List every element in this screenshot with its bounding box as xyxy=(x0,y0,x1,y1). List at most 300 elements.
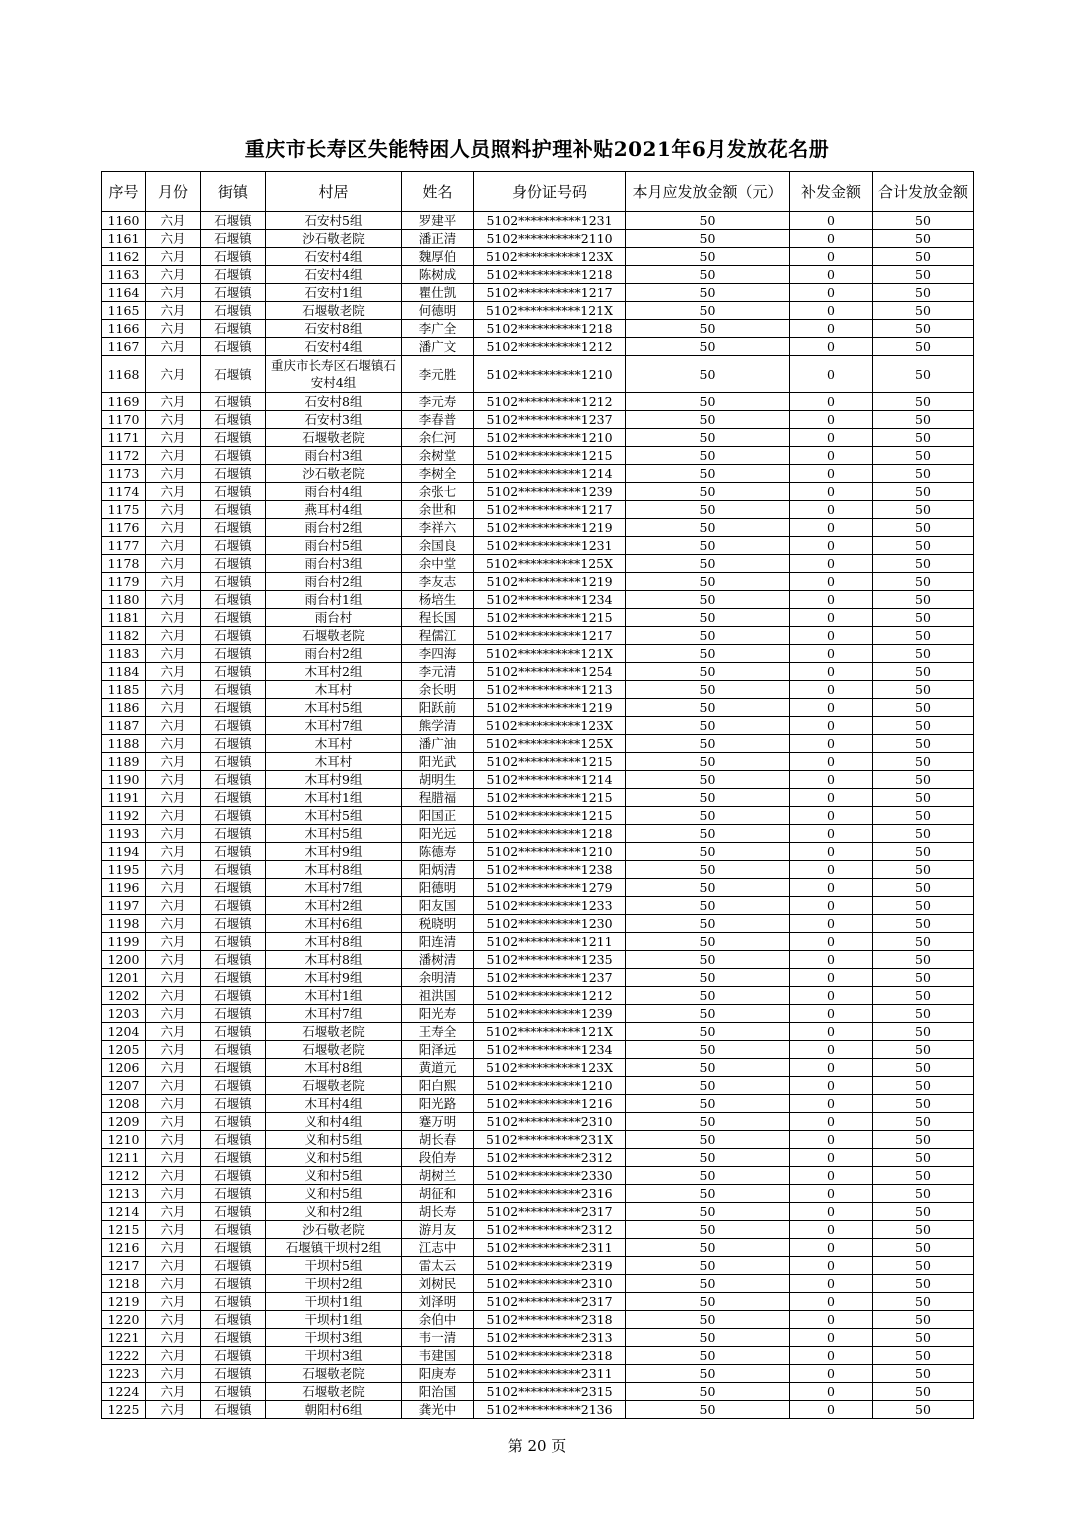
table-row xyxy=(102,807,974,825)
total-amount-cell: 50 xyxy=(873,843,974,861)
id-number-cell: 5102**********123X xyxy=(474,1059,626,1077)
table-row xyxy=(102,1293,974,1311)
amount-due-cell: 50 xyxy=(626,266,790,284)
village-cell: 沙石敬老院 xyxy=(266,230,402,248)
id-number-cell: 5102**********1237 xyxy=(474,411,626,429)
amount-due-cell: 50 xyxy=(626,1113,790,1131)
row-number-cell: 1193 xyxy=(102,825,146,843)
row-number-cell: 1215 xyxy=(102,1221,146,1239)
amount-due-cell: 50 xyxy=(626,1059,790,1077)
village-cell: 石堰敬老院 xyxy=(266,429,402,447)
month-cell: 六月 xyxy=(146,879,201,897)
amount-due-cell: 50 xyxy=(626,1203,790,1221)
village-cell: 木耳村 xyxy=(266,753,402,771)
back-pay-cell: 0 xyxy=(790,951,873,969)
header-cell: 姓名 xyxy=(402,172,474,212)
table-row xyxy=(102,501,974,519)
amount-due-cell: 50 xyxy=(626,807,790,825)
total-amount-cell: 50 xyxy=(873,284,974,302)
name-cell: 杨培生 xyxy=(402,591,474,609)
id-number-cell: 5102**********1231 xyxy=(474,537,626,555)
header-cell: 合计发放金额 xyxy=(873,172,974,212)
total-amount-cell: 50 xyxy=(873,1059,974,1077)
table-row xyxy=(102,609,974,627)
village-cell: 石安村5组 xyxy=(266,212,402,230)
month-cell: 六月 xyxy=(146,1383,201,1401)
month-cell: 六月 xyxy=(146,320,201,338)
amount-due-cell: 50 xyxy=(626,1023,790,1041)
village-cell: 雨台村2组 xyxy=(266,645,402,663)
month-cell: 六月 xyxy=(146,1077,201,1095)
amount-due-cell: 50 xyxy=(626,699,790,717)
month-cell: 六月 xyxy=(146,573,201,591)
id-number-cell: 5102**********2315 xyxy=(474,1383,626,1401)
village-cell: 义和村4组 xyxy=(266,1113,402,1131)
id-number-cell: 5102**********121X xyxy=(474,1023,626,1041)
back-pay-cell: 0 xyxy=(790,501,873,519)
total-amount-cell: 50 xyxy=(873,879,974,897)
village-cell: 干坝村2组 xyxy=(266,1275,402,1293)
table-row xyxy=(102,338,974,356)
amount-due-cell: 50 xyxy=(626,393,790,411)
back-pay-cell: 0 xyxy=(790,393,873,411)
town-cell: 石堰镇 xyxy=(201,825,266,843)
id-number-cell: 5102**********2310 xyxy=(474,1275,626,1293)
table-header-row xyxy=(102,172,974,212)
village-cell: 石堰敬老院 xyxy=(266,1023,402,1041)
month-cell: 六月 xyxy=(146,1365,201,1383)
name-cell: 程儒江 xyxy=(402,627,474,645)
amount-due-cell: 50 xyxy=(626,1095,790,1113)
table-row xyxy=(102,1095,974,1113)
amount-due-cell: 50 xyxy=(626,969,790,987)
id-number-cell: 5102**********1214 xyxy=(474,771,626,789)
month-cell: 六月 xyxy=(146,1005,201,1023)
row-number-cell: 1181 xyxy=(102,609,146,627)
row-number-cell: 1213 xyxy=(102,1185,146,1203)
name-cell: 余中堂 xyxy=(402,555,474,573)
month-cell: 六月 xyxy=(146,212,201,230)
id-number-cell: 5102**********1212 xyxy=(474,338,626,356)
id-number-cell: 5102**********1218 xyxy=(474,266,626,284)
town-cell: 石堰镇 xyxy=(201,1095,266,1113)
name-cell: 潘广文 xyxy=(402,338,474,356)
village-cell: 木耳村5组 xyxy=(266,699,402,717)
town-cell: 石堰镇 xyxy=(201,861,266,879)
name-cell: 阳光武 xyxy=(402,753,474,771)
village-cell: 雨台村2组 xyxy=(266,519,402,537)
name-cell: 韦建国 xyxy=(402,1347,474,1365)
month-cell: 六月 xyxy=(146,302,201,320)
back-pay-cell: 0 xyxy=(790,1059,873,1077)
month-cell: 六月 xyxy=(146,230,201,248)
id-number-cell: 5102**********1211 xyxy=(474,933,626,951)
amount-due-cell: 50 xyxy=(626,1239,790,1257)
name-cell: 蹇万明 xyxy=(402,1113,474,1131)
table-row xyxy=(102,1239,974,1257)
town-cell: 石堰镇 xyxy=(201,212,266,230)
id-number-cell: 5102**********2318 xyxy=(474,1347,626,1365)
town-cell: 石堰镇 xyxy=(201,1383,266,1401)
back-pay-cell: 0 xyxy=(790,1149,873,1167)
village-cell: 石安村3组 xyxy=(266,411,402,429)
total-amount-cell: 50 xyxy=(873,753,974,771)
village-cell: 雨台村4组 xyxy=(266,483,402,501)
row-number-cell: 1218 xyxy=(102,1275,146,1293)
village-cell: 木耳村8组 xyxy=(266,1059,402,1077)
total-amount-cell: 50 xyxy=(873,717,974,735)
table-row xyxy=(102,1257,974,1275)
amount-due-cell: 50 xyxy=(626,1131,790,1149)
table-row xyxy=(102,555,974,573)
row-number-cell: 1177 xyxy=(102,537,146,555)
town-cell: 石堰镇 xyxy=(201,969,266,987)
town-cell: 石堰镇 xyxy=(201,1311,266,1329)
table-row xyxy=(102,573,974,591)
id-number-cell: 5102**********1215 xyxy=(474,807,626,825)
amount-due-cell: 50 xyxy=(626,1329,790,1347)
back-pay-cell: 0 xyxy=(790,699,873,717)
row-number-cell: 1219 xyxy=(102,1293,146,1311)
town-cell: 石堰镇 xyxy=(201,519,266,537)
amount-due-cell: 50 xyxy=(626,320,790,338)
total-amount-cell: 50 xyxy=(873,1221,974,1239)
id-number-cell: 5102**********1210 xyxy=(474,1077,626,1095)
total-amount-cell: 50 xyxy=(873,663,974,681)
back-pay-cell: 0 xyxy=(790,1311,873,1329)
table-row xyxy=(102,1275,974,1293)
header-cell: 街镇 xyxy=(201,172,266,212)
town-cell: 石堰镇 xyxy=(201,1077,266,1095)
total-amount-cell: 50 xyxy=(873,1275,974,1293)
row-number-cell: 1160 xyxy=(102,212,146,230)
page-title: 重庆市长寿区失能特困人员照料护理补贴2021年6月发放花名册 xyxy=(244,137,830,161)
row-number-cell: 1203 xyxy=(102,1005,146,1023)
amount-due-cell: 50 xyxy=(626,555,790,573)
amount-due-cell: 50 xyxy=(626,573,790,591)
id-number-cell: 5102**********1254 xyxy=(474,663,626,681)
row-number-cell: 1202 xyxy=(102,987,146,1005)
amount-due-cell: 50 xyxy=(626,356,790,393)
name-cell: 李元胜 xyxy=(402,356,474,393)
town-cell: 石堰镇 xyxy=(201,230,266,248)
name-cell: 程腊福 xyxy=(402,789,474,807)
town-cell: 石堰镇 xyxy=(201,717,266,735)
name-cell: 魏厚伯 xyxy=(402,248,474,266)
village-cell: 石安村4组 xyxy=(266,248,402,266)
back-pay-cell: 0 xyxy=(790,429,873,447)
amount-due-cell: 50 xyxy=(626,663,790,681)
table-row xyxy=(102,1221,974,1239)
month-cell: 六月 xyxy=(146,411,201,429)
row-number-cell: 1165 xyxy=(102,302,146,320)
table-row xyxy=(102,320,974,338)
table-row xyxy=(102,266,974,284)
village-cell: 义和村5组 xyxy=(266,1185,402,1203)
back-pay-cell: 0 xyxy=(790,302,873,320)
amount-due-cell: 50 xyxy=(626,411,790,429)
total-amount-cell: 50 xyxy=(873,987,974,1005)
back-pay-cell: 0 xyxy=(790,1041,873,1059)
row-number-cell: 1204 xyxy=(102,1023,146,1041)
back-pay-cell: 0 xyxy=(790,411,873,429)
back-pay-cell: 0 xyxy=(790,483,873,501)
row-number-cell: 1210 xyxy=(102,1131,146,1149)
village-cell: 雨台村1组 xyxy=(266,591,402,609)
back-pay-cell: 0 xyxy=(790,338,873,356)
row-number-cell: 1178 xyxy=(102,555,146,573)
row-number-cell: 1168 xyxy=(102,356,146,393)
name-cell: 程长国 xyxy=(402,609,474,627)
row-number-cell: 1164 xyxy=(102,284,146,302)
table-row xyxy=(102,933,974,951)
total-amount-cell: 50 xyxy=(873,302,974,320)
table-row xyxy=(102,645,974,663)
town-cell: 石堰镇 xyxy=(201,879,266,897)
month-cell: 六月 xyxy=(146,843,201,861)
id-number-cell: 5102**********1230 xyxy=(474,915,626,933)
town-cell: 石堰镇 xyxy=(201,1059,266,1077)
id-number-cell: 5102**********1215 xyxy=(474,789,626,807)
id-number-cell: 5102**********1214 xyxy=(474,465,626,483)
town-cell: 石堰镇 xyxy=(201,501,266,519)
row-number-cell: 1200 xyxy=(102,951,146,969)
village-cell: 木耳村7组 xyxy=(266,717,402,735)
table-row xyxy=(102,1329,974,1347)
name-cell: 王寿全 xyxy=(402,1023,474,1041)
back-pay-cell: 0 xyxy=(790,645,873,663)
month-cell: 六月 xyxy=(146,1185,201,1203)
amount-due-cell: 50 xyxy=(626,861,790,879)
table-row xyxy=(102,1113,974,1131)
village-cell: 木耳村9组 xyxy=(266,843,402,861)
town-cell: 石堰镇 xyxy=(201,1131,266,1149)
id-number-cell: 5102**********1210 xyxy=(474,843,626,861)
village-cell: 木耳村8组 xyxy=(266,951,402,969)
back-pay-cell: 0 xyxy=(790,266,873,284)
back-pay-cell: 0 xyxy=(790,681,873,699)
month-cell: 六月 xyxy=(146,1023,201,1041)
month-cell: 六月 xyxy=(146,717,201,735)
amount-due-cell: 50 xyxy=(626,897,790,915)
id-number-cell: 5102**********1239 xyxy=(474,483,626,501)
month-cell: 六月 xyxy=(146,1203,201,1221)
total-amount-cell: 50 xyxy=(873,356,974,393)
id-number-cell: 5102**********1237 xyxy=(474,969,626,987)
row-number-cell: 1171 xyxy=(102,429,146,447)
amount-due-cell: 50 xyxy=(626,1383,790,1401)
row-number-cell: 1201 xyxy=(102,969,146,987)
village-cell: 干坝村3组 xyxy=(266,1347,402,1365)
id-number-cell: 5102**********1215 xyxy=(474,753,626,771)
id-number-cell: 5102**********2316 xyxy=(474,1185,626,1203)
month-cell: 六月 xyxy=(146,1347,201,1365)
id-number-cell: 5102**********1216 xyxy=(474,1095,626,1113)
row-number-cell: 1220 xyxy=(102,1311,146,1329)
village-cell: 木耳村1组 xyxy=(266,789,402,807)
name-cell: 李友志 xyxy=(402,573,474,591)
table-row xyxy=(102,771,974,789)
back-pay-cell: 0 xyxy=(790,1401,873,1419)
back-pay-cell: 0 xyxy=(790,969,873,987)
village-cell: 义和村5组 xyxy=(266,1167,402,1185)
village-cell: 沙石敬老院 xyxy=(266,1221,402,1239)
month-cell: 六月 xyxy=(146,771,201,789)
name-cell: 祖洪国 xyxy=(402,987,474,1005)
name-cell: 阳治国 xyxy=(402,1383,474,1401)
back-pay-cell: 0 xyxy=(790,519,873,537)
row-number-cell: 1194 xyxy=(102,843,146,861)
table-row xyxy=(102,1149,974,1167)
amount-due-cell: 50 xyxy=(626,915,790,933)
month-cell: 六月 xyxy=(146,356,201,393)
amount-due-cell: 50 xyxy=(626,591,790,609)
town-cell: 石堰镇 xyxy=(201,284,266,302)
row-number-cell: 1172 xyxy=(102,447,146,465)
back-pay-cell: 0 xyxy=(790,1239,873,1257)
total-amount-cell: 50 xyxy=(873,897,974,915)
amount-due-cell: 50 xyxy=(626,1185,790,1203)
village-cell: 木耳村8组 xyxy=(266,861,402,879)
town-cell: 石堰镇 xyxy=(201,1329,266,1347)
name-cell: 阳白熙 xyxy=(402,1077,474,1095)
row-number-cell: 1211 xyxy=(102,1149,146,1167)
name-cell: 阳庚寿 xyxy=(402,1365,474,1383)
month-cell: 六月 xyxy=(146,897,201,915)
header-cell: 月份 xyxy=(146,172,201,212)
amount-due-cell: 50 xyxy=(626,284,790,302)
table-row xyxy=(102,212,974,230)
table-row xyxy=(102,591,974,609)
id-number-cell: 5102**********1235 xyxy=(474,951,626,969)
amount-due-cell: 50 xyxy=(626,447,790,465)
name-cell: 阳光远 xyxy=(402,825,474,843)
name-cell: 阳炳清 xyxy=(402,861,474,879)
table-body xyxy=(102,212,974,1419)
town-cell: 石堰镇 xyxy=(201,915,266,933)
back-pay-cell: 0 xyxy=(790,1005,873,1023)
amount-due-cell: 50 xyxy=(626,429,790,447)
table-row xyxy=(102,663,974,681)
town-cell: 石堰镇 xyxy=(201,681,266,699)
row-number-cell: 1170 xyxy=(102,411,146,429)
table-row xyxy=(102,411,974,429)
month-cell: 六月 xyxy=(146,537,201,555)
town-cell: 石堰镇 xyxy=(201,537,266,555)
id-number-cell: 5102**********1239 xyxy=(474,1005,626,1023)
table-row xyxy=(102,356,974,393)
total-amount-cell: 50 xyxy=(873,519,974,537)
total-amount-cell: 50 xyxy=(873,248,974,266)
table-row xyxy=(102,1059,974,1077)
id-number-cell: 5102**********1212 xyxy=(474,987,626,1005)
name-cell: 阳光路 xyxy=(402,1095,474,1113)
total-amount-cell: 50 xyxy=(873,1257,974,1275)
total-amount-cell: 50 xyxy=(873,681,974,699)
month-cell: 六月 xyxy=(146,501,201,519)
id-number-cell: 5102**********123X xyxy=(474,248,626,266)
total-amount-cell: 50 xyxy=(873,411,974,429)
town-cell: 石堰镇 xyxy=(201,609,266,627)
village-cell: 木耳村7组 xyxy=(266,1005,402,1023)
month-cell: 六月 xyxy=(146,266,201,284)
row-number-cell: 1208 xyxy=(102,1095,146,1113)
row-number-cell: 1216 xyxy=(102,1239,146,1257)
total-amount-cell: 50 xyxy=(873,771,974,789)
row-number-cell: 1225 xyxy=(102,1401,146,1419)
total-amount-cell: 50 xyxy=(873,807,974,825)
name-cell: 余仁河 xyxy=(402,429,474,447)
month-cell: 六月 xyxy=(146,681,201,699)
row-number-cell: 1188 xyxy=(102,735,146,753)
back-pay-cell: 0 xyxy=(790,1095,873,1113)
village-cell: 义和村5组 xyxy=(266,1149,402,1167)
town-cell: 石堰镇 xyxy=(201,987,266,1005)
total-amount-cell: 50 xyxy=(873,1113,974,1131)
total-amount-cell: 50 xyxy=(873,915,974,933)
village-cell: 木耳村9组 xyxy=(266,771,402,789)
id-number-cell: 5102**********121X xyxy=(474,302,626,320)
id-number-cell: 5102**********1219 xyxy=(474,519,626,537)
month-cell: 六月 xyxy=(146,1041,201,1059)
amount-due-cell: 50 xyxy=(626,1275,790,1293)
back-pay-cell: 0 xyxy=(790,1221,873,1239)
back-pay-cell: 0 xyxy=(790,1347,873,1365)
month-cell: 六月 xyxy=(146,987,201,1005)
town-cell: 石堰镇 xyxy=(201,771,266,789)
back-pay-cell: 0 xyxy=(790,771,873,789)
back-pay-cell: 0 xyxy=(790,663,873,681)
town-cell: 石堰镇 xyxy=(201,1149,266,1167)
id-number-cell: 5102**********2317 xyxy=(474,1293,626,1311)
total-amount-cell: 50 xyxy=(873,1401,974,1419)
village-cell: 木耳村7组 xyxy=(266,879,402,897)
id-number-cell: 5102**********121X xyxy=(474,645,626,663)
amount-due-cell: 50 xyxy=(626,987,790,1005)
back-pay-cell: 0 xyxy=(790,1275,873,1293)
amount-due-cell: 50 xyxy=(626,230,790,248)
total-amount-cell: 50 xyxy=(873,266,974,284)
amount-due-cell: 50 xyxy=(626,627,790,645)
town-cell: 石堰镇 xyxy=(201,356,266,393)
month-cell: 六月 xyxy=(146,753,201,771)
back-pay-cell: 0 xyxy=(790,1257,873,1275)
village-cell: 石安村4组 xyxy=(266,266,402,284)
header-cell: 身份证号码 xyxy=(474,172,626,212)
village-cell: 木耳村2组 xyxy=(266,897,402,915)
table-row xyxy=(102,1365,974,1383)
total-amount-cell: 50 xyxy=(873,1005,974,1023)
name-cell: 刘泽明 xyxy=(402,1293,474,1311)
name-cell: 胡长寿 xyxy=(402,1203,474,1221)
row-number-cell: 1190 xyxy=(102,771,146,789)
town-cell: 石堰镇 xyxy=(201,1275,266,1293)
name-cell: 李树全 xyxy=(402,465,474,483)
id-number-cell: 5102**********1210 xyxy=(474,429,626,447)
row-number-cell: 1174 xyxy=(102,483,146,501)
town-cell: 石堰镇 xyxy=(201,1203,266,1221)
row-number-cell: 1191 xyxy=(102,789,146,807)
amount-due-cell: 50 xyxy=(626,753,790,771)
row-number-cell: 1207 xyxy=(102,1077,146,1095)
header-cell: 序号 xyxy=(102,172,146,212)
town-cell: 石堰镇 xyxy=(201,465,266,483)
row-number-cell: 1222 xyxy=(102,1347,146,1365)
name-cell: 罗建平 xyxy=(402,212,474,230)
row-number-cell: 1199 xyxy=(102,933,146,951)
amount-due-cell: 50 xyxy=(626,1149,790,1167)
amount-due-cell: 50 xyxy=(626,338,790,356)
